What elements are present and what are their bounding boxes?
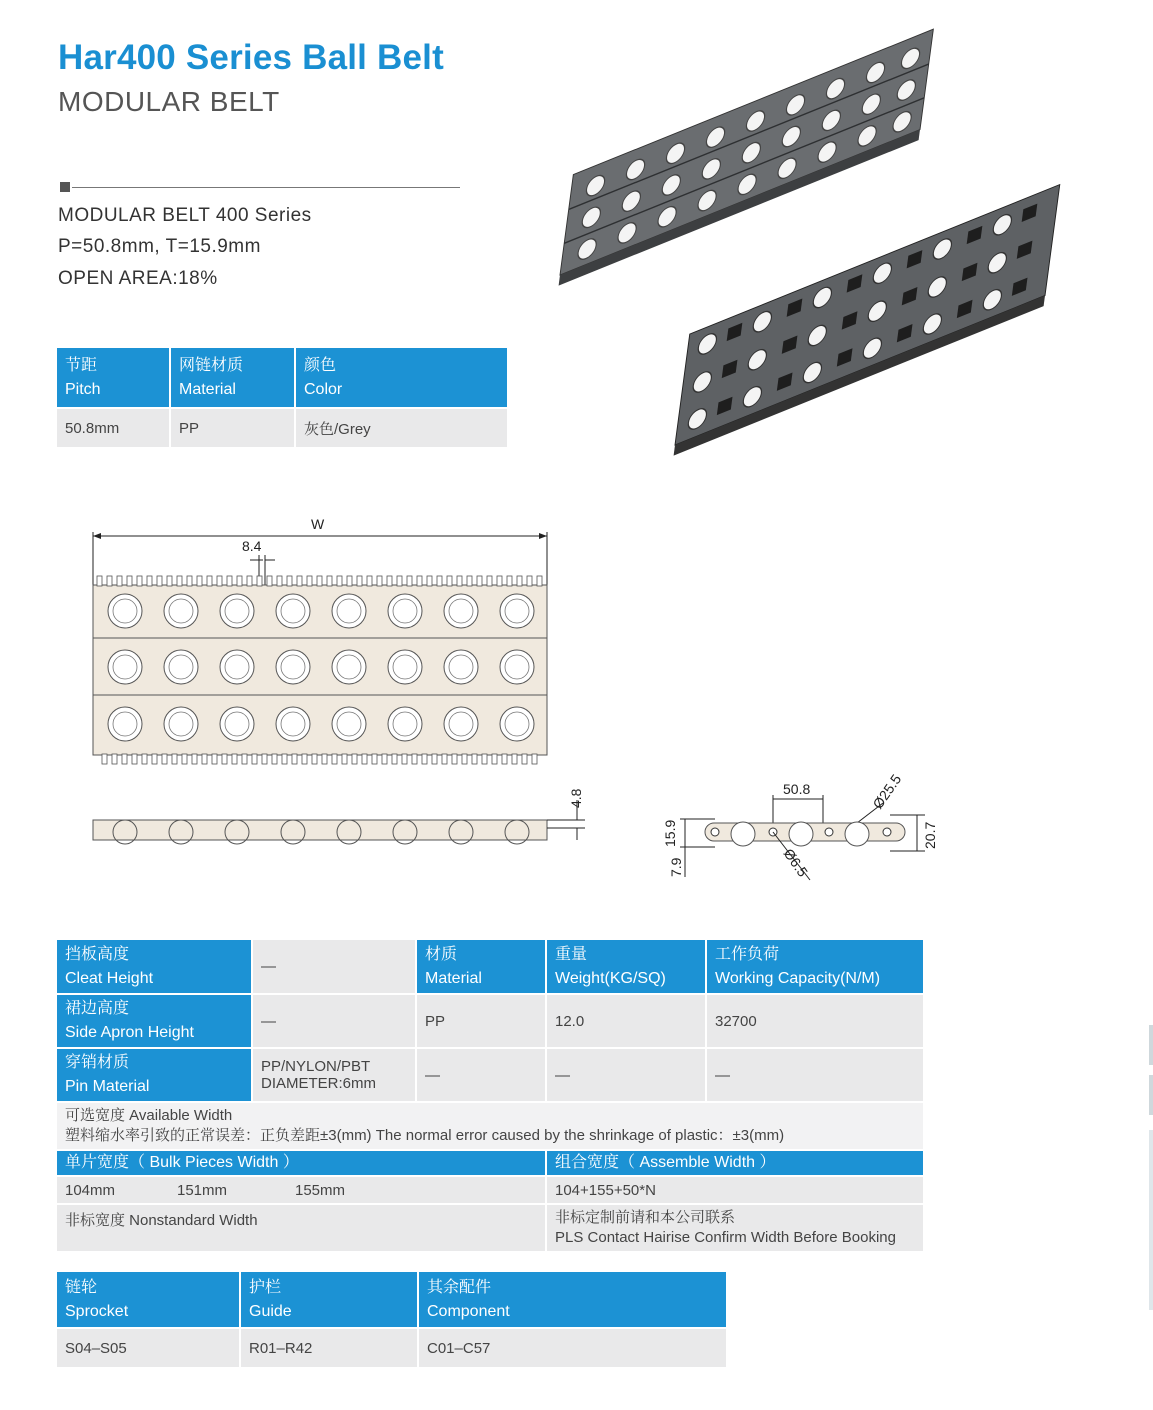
- cleat-height-header: 挡板高度 Cleat Height: [57, 940, 252, 994]
- properties-table: [57, 940, 925, 1253]
- dim-20-7-label: 20.7: [922, 821, 938, 849]
- pitch-value: 50.8mm: [57, 408, 170, 448]
- capacity-value-row3: —: [706, 1048, 924, 1102]
- guide-value: R01–R42: [240, 1328, 418, 1368]
- page-title: Har400 Series Ball Belt: [58, 38, 444, 77]
- pitch-header: 节距 Pitch: [57, 348, 170, 408]
- assemble-width-value: 104+155+50*N: [546, 1176, 924, 1204]
- dim-7-9-label: 7.9: [668, 857, 684, 877]
- side-apron-value: —: [252, 994, 416, 1048]
- capacity-value: 32700: [706, 994, 924, 1048]
- sprocket-value: S04–S05: [57, 1328, 240, 1368]
- accessories-table: [57, 1272, 728, 1369]
- weight-value: 12.0: [546, 994, 706, 1048]
- available-width-note: 可选宽度 Available Width 塑料缩水率引致的正常误差：正负差距±3(mm) The normal error caused by the shrinkage of plastic：±3(mm): [57, 1102, 924, 1150]
- dim-8-4-label: 8.4: [242, 538, 262, 554]
- guide-header: 护栏 Guide: [240, 1272, 418, 1328]
- pin-material-header: 穿销材质 Pin Material: [57, 1048, 252, 1102]
- dim-25-5-label: Ø25.5: [869, 771, 905, 812]
- basic-spec-table: [57, 348, 509, 449]
- material-header: 网链材质 Material: [170, 348, 295, 408]
- capacity-header: 工作负荷 Working Capacity(N/M): [706, 940, 924, 994]
- color-value: 灰色/Grey: [295, 408, 508, 448]
- page-edge-mark: [1149, 1025, 1153, 1065]
- bulk-width-values: 104mm 151mm 155mm: [57, 1176, 546, 1204]
- material-value-row3: —: [416, 1048, 546, 1102]
- dim-6-5-label: Ø6.5: [780, 845, 812, 880]
- page-edge-mark: [1149, 1075, 1153, 1115]
- belt-side-profile-drawing: [635, 765, 955, 895]
- page-edge-mark: [1149, 1130, 1153, 1310]
- belt-top-view-drawing: [85, 510, 584, 855]
- spec-open-area: OPEN AREA:18%: [58, 268, 218, 289]
- color-header: 颜色 Color: [295, 348, 508, 408]
- nonstandard-width: 非标宽度 Nonstandard Width: [57, 1204, 546, 1252]
- component-value: C01–C57: [418, 1328, 727, 1368]
- spec-pitch-thickness: P=50.8mm, T=15.9mm: [58, 236, 261, 257]
- dim-50-8-label: 50.8: [783, 781, 811, 797]
- bulk-width-header: 单片宽度（ Bulk Pieces Width ）: [57, 1150, 546, 1176]
- sprocket-header: 链轮 Sprocket: [57, 1272, 240, 1328]
- belt-render-bottom: [665, 245, 1085, 485]
- page-subtitle: MODULAR BELT: [58, 86, 280, 117]
- section-divider: [72, 187, 460, 188]
- cleat-height-value: —: [252, 940, 416, 994]
- contact-note: 非标定制前请和本公司联系 PLS Contact Hairise Confirm Width Before Booking: [546, 1204, 924, 1252]
- material-value: PP: [416, 994, 546, 1048]
- dim-w-label: W: [311, 516, 325, 532]
- material-value: PP: [170, 408, 295, 448]
- assemble-width-header: 组合宽度（ Assemble Width ）: [546, 1150, 924, 1176]
- material-header: 材质 Material: [416, 940, 546, 994]
- weight-value-row3: —: [546, 1048, 706, 1102]
- pin-material-value: PP/NYLON/PBT DIAMETER:6mm: [252, 1048, 416, 1102]
- component-header: 其余配件 Component: [418, 1272, 727, 1328]
- section-marker: [60, 182, 70, 192]
- weight-header: 重量 Weight(KG/SQ): [546, 940, 706, 994]
- side-apron-header: 裙边高度 Side Apron Height: [57, 994, 252, 1048]
- dim-4-8-label: 4.8: [568, 788, 584, 808]
- spec-series: MODULAR BELT 400 Series: [58, 205, 312, 226]
- dim-15-9-label: 15.9: [662, 819, 678, 847]
